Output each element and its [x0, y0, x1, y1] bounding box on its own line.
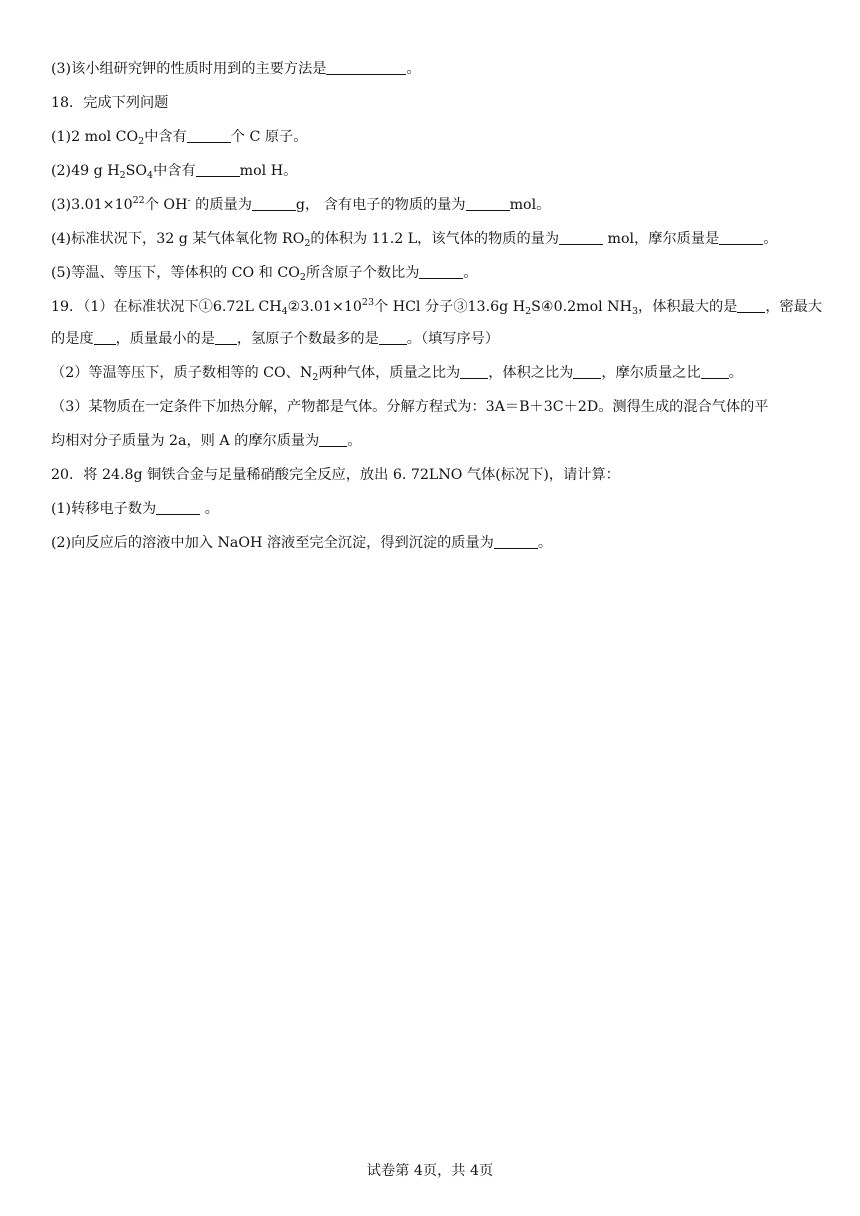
- q19-part2: （2）等温等压下，质子数相等的 CO、$N_2$两种气体，质量之比为 ，体积之比为 ，摩尔质量之比 。: [51, 365, 743, 383]
- question-title: 18．完成下列问题: [51, 95, 169, 111]
- answer-blank[interactable]: [252, 196, 296, 211]
- answer-blank[interactable]: [156, 500, 200, 515]
- answer-blank[interactable]: [466, 196, 510, 211]
- q19-part1-line1: 19．（1）在标准状况下①6.72L $CH_4②3.01\times 10^{23}$个 HCl 分子③13.6g $H_2S④0.2mol$ $NH_3$，体积最大的是 ，密最大: [51, 297, 823, 317]
- q18-heading: [51, 93, 168, 113]
- answer-blank[interactable]: [319, 432, 347, 447]
- answer-blank[interactable]: [494, 534, 538, 549]
- text: (3)该小组研究钾的性质时用到的主要方法是: [51, 61, 327, 77]
- q19-part1-line2: 的是度 ，质量最小的是 ，氢原子个数最多的是 。（填写序号）: [51, 331, 500, 347]
- text: 。: [406, 61, 421, 77]
- q18-part5: (5)等温、等压下，等体积的 CO 和 $CO_2$所含原子个数比为 。: [51, 265, 478, 283]
- answer-blank[interactable]: [187, 128, 231, 143]
- answer-blank[interactable]: [419, 264, 463, 279]
- q18-part4: (4)标准状况下，32 g 某气体氧化物 $RO_2$的体积为 11.2 L，该气体的物质的量为 mol，摩尔质量是 。: [51, 231, 778, 249]
- q19-part3-line1: （3）某物质在一定条件下加热分解，产物都是气体。分解方程式为：3A＝B＋3C＋2D。测得生成的混合气体的平: [51, 399, 769, 415]
- answer-blank[interactable]: [719, 230, 763, 245]
- answer-blank[interactable]: [94, 330, 116, 345]
- q18-part3: $(3)3.01\times 10^{22}$个 OH- 的质量为 g， 含有电子的物质的量为 mol。: [51, 195, 551, 213]
- answer-blank[interactable]: [573, 364, 601, 379]
- q20-part2: (2)向反应后的溶液中加入 NaOH 溶液至完全沉淀，得到沉淀的质量为 。: [51, 535, 553, 551]
- answer-blank[interactable]: [326, 60, 406, 75]
- q20-part1: (1)转移电子数为 。: [51, 501, 219, 517]
- q17-part3: [51, 59, 421, 79]
- answer-blank[interactable]: [559, 230, 603, 245]
- answer-blank[interactable]: [196, 162, 240, 177]
- answer-blank[interactable]: [379, 330, 407, 345]
- page-footer: 试卷第 4页，共 4页: [366, 1163, 494, 1179]
- q19-part3-line2: 均相对分子质量为 2a，则 A 的摩尔质量为 。: [51, 433, 362, 449]
- q20-heading: 20．将 24.8g 铜铁合金与足量稀硝酸完全反应，放出 6. 72LNO 气体(标况下)，请计算：: [51, 467, 620, 483]
- answer-blank[interactable]: [460, 364, 488, 379]
- q18-part1: (1)2 mol $CO_2$中含有 个 C 原子。: [51, 129, 308, 147]
- answer-blank[interactable]: [701, 364, 729, 379]
- answer-blank[interactable]: [215, 330, 237, 345]
- answer-blank[interactable]: [737, 298, 765, 313]
- q18-part2: (2)49 g $H_2SO_4$中含有 mol H。: [51, 163, 298, 181]
